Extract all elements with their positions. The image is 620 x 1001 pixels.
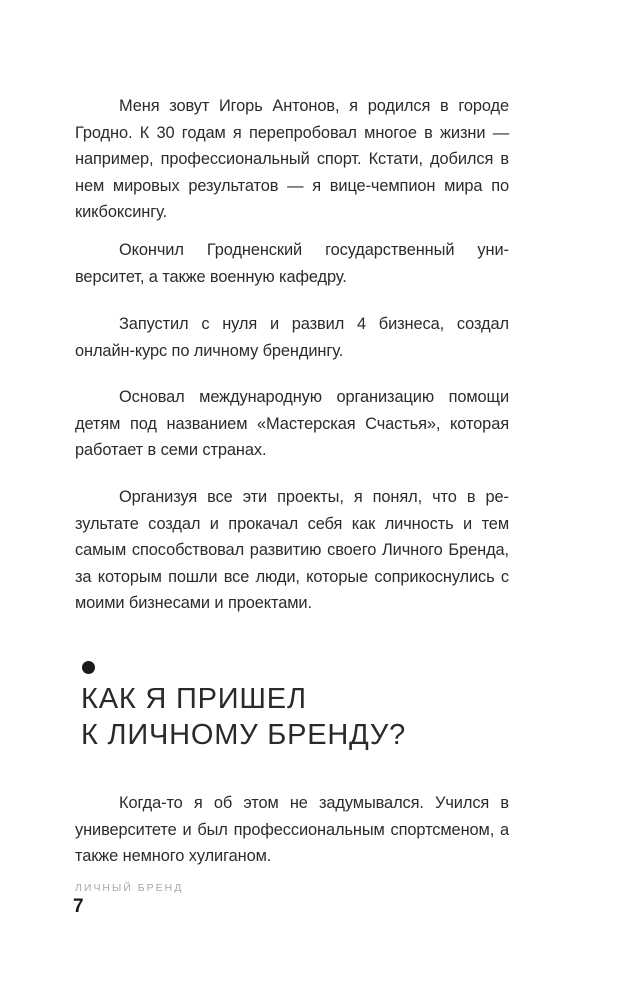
section-heading-line-2: К ЛИЧНОМУ БРЕНДУ? [81,719,407,751]
paragraph-businesses: Запустил с нуля и развил 4 бизнеса, создал онлайн-курс по личному брендингу. [75,315,509,360]
section-heading-line-1: КАК Я ПРИШЕЛ [81,683,307,715]
page-number: 7 [73,896,84,917]
paragraph-personal-brand: Организуя все эти проекты, я понял, что в результате создал и прокачал себя как личность и тем самым способствовал развитию своего Личного Бренда, за которым пошли все люди, которые соприкоснулись с моими бизнесами и проектами. [75,488,509,612]
paragraph-education: Окончил Гродненский государственный университет, а также военную кафедру. [75,241,509,286]
section-bullet-icon [82,661,95,674]
paragraph-university-sport: Когда-то я об этом не задумывался. Учился в университете и был профессиональным спортсменом, а также немного хулиганом. [75,794,509,865]
running-head: ЛИЧНЫЙ БРЕНД [75,882,184,894]
paragraph-biography: Меня зовут Игорь Антонов, я родился в городе Гродно. К 30 годам я перепробовал многое в жизни — например, профессиональный спорт. Кстати, добился в нем мировых результатов — я вице-чемпион мира по кикбоксингу. [75,97,509,221]
section-heading [81,681,406,753]
paragraph-organization: Основал международную организацию помощи детям под названием «Мастерская Счастья», которая работает в семи странах. [75,388,509,459]
